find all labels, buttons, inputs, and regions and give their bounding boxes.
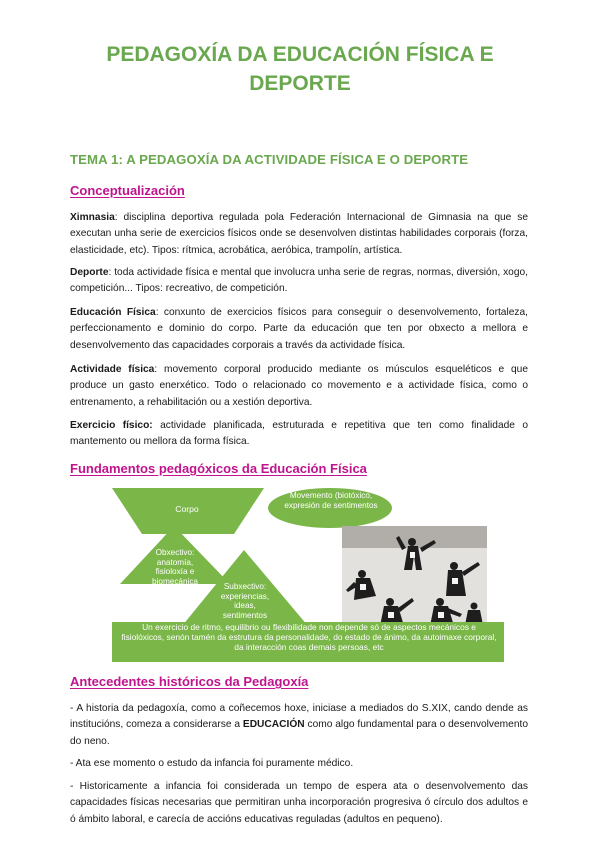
paragraph-text: - Historicamente a infancia foi considerada un tempo de espera ata o desenvolvemento das capacidades físicas necesarias que permitiran unha incorporación progresiva ó círculo dos adultos e ó ámbito laboral, e carecía de accións educativas reguladas (adultos en pequeno). — [70, 781, 528, 825]
section-heading-antecedentes: Antecedentes históricos da Pedagoxía — [70, 674, 309, 689]
definition-term: Deporte — [70, 267, 109, 278]
definition-deporte — [70, 265, 528, 298]
definition-educacion-fisica — [70, 305, 528, 354]
definition-separator: : — [155, 307, 164, 318]
movemento-label: Movemento (biotóxico, expresión de sentimentos — [284, 491, 378, 510]
definition-text: movemento corporal producido mediante os músculos esqueléticos e que produce un gasto enerxético. Todo o relacionado co movemento e a actividade física, como o entrenamento, a rehabilitación ou a xestión deportiva. — [70, 364, 528, 408]
definition-text: toda actividade física e mental que involucra unha serie de regras, normas, diversión, xogo, competición... Tipos: recreativo, de competición. — [70, 267, 528, 295]
fundamentos-diagram — [112, 486, 504, 662]
definition-separator: : — [114, 212, 124, 223]
tema-heading: TEMA 1: A PEDAGOXÍA DA ACTIVIDADE FÍSICA E O DEPORTE — [70, 152, 469, 167]
corpo-label: Corpo — [175, 504, 199, 514]
definition-actividade-fisica — [70, 362, 528, 411]
definition-separator: : — [108, 267, 115, 278]
definition-text: actividade planificada, estruturada e repetitiva que ten como finalidade o mantemento ou mellora da forma física. — [70, 420, 529, 448]
document-title: PEDAGOXÍA DA EDUCACIÓN FÍSICA E DEPORTE — [106, 43, 494, 95]
definition-term: Exercicio físico: — [70, 420, 153, 431]
definition-text: disciplina deportiva regulada pola Federación Internacional de Gimnasia na que se executan unha serie de exercicios físicos onde se desenvolven distintas habilidades corporais (forza, elasticidade, etc). Tipos: rítmica, acrobática, aeróbica, trampolín, artística. — [70, 212, 528, 256]
obxectivo-label: Obxectivo: anatomía, fisioloxía e biomecánica — [152, 548, 198, 586]
gymnasts-photo — [342, 526, 487, 636]
definition-exercicio-fisico — [70, 418, 528, 451]
subxectivo-label: Subxectivo: experiencias, ideas, sentimentos — [220, 582, 270, 620]
section-heading-conceptualizacion: Conceptualización — [70, 183, 185, 198]
antecedentes-paragraph-2 — [70, 756, 528, 772]
definition-term: Ximnasia — [70, 212, 115, 223]
definition-term: Educación Física — [70, 307, 156, 318]
definition-separator: : — [154, 364, 164, 375]
paragraph-text: - Ata ese momento o estudo da infancia foi puramente médico. — [70, 758, 354, 769]
paragraph-text: - A historia da pedagoxía, como a coñecemos hoxe, iniciase a mediados do S.XIX, cando dende as institucións, comeza a considerarse a — [70, 703, 528, 731]
definition-text: conxunto de exercicios físicos para conseguir o desenvolvemento, fortaleza, perfeccionamento e dominio do corpo. Parte da educación que ten por obxecto a mellora e desenvolvemento das capacidades corporais a través da actividade física. — [70, 307, 528, 351]
bottom-summary-text: Un exercicio de ritmo, equilibrio ou flexibilidade non depende só de aspectos mecánicos e fisiolóxicos, senón tamén da estrutura da personalidade, do estado de ánimo, da autoimaxe corporal, da interacción coas demais persoas, etc — [121, 622, 497, 652]
gymnasts-illustration — [342, 526, 487, 636]
definition-term: Actividade física — [70, 364, 155, 375]
bottom-summary-box — [112, 622, 504, 662]
section-heading-fundamentos: Fundamentos pedagóxicos da Educación Física — [70, 461, 367, 476]
antecedentes-paragraph-1 — [70, 701, 528, 750]
definition-separator — [153, 420, 160, 431]
antecedentes-paragraph-3 — [70, 779, 528, 828]
paragraph-bold: EDUCACIÓN — [242, 719, 305, 731]
paragraph-text-end: como algo fundamental para o desenvolvemento do neno. — [70, 719, 528, 747]
definition-ximnasia — [70, 210, 528, 259]
